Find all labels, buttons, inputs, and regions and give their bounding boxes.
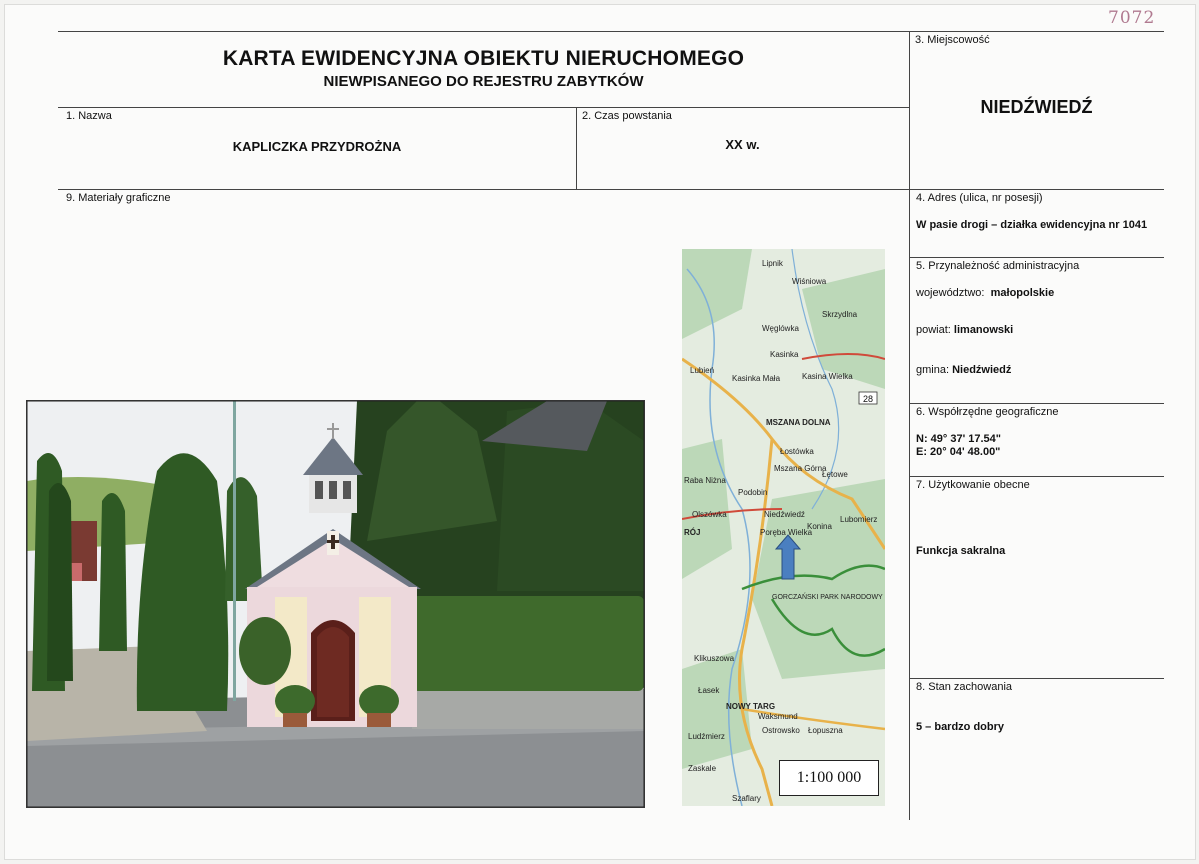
voivodeship-row: [916, 287, 1054, 299]
top-rule: [58, 31, 1164, 32]
latitude-value: N: 49° 37' 17.54": [916, 433, 1002, 445]
locality-label: 3. Miejscowość: [915, 34, 990, 46]
map-place-label: Łopuszna: [808, 726, 843, 735]
longitude-value: E: 20° 04' 48.00": [916, 446, 1001, 458]
location-map: [682, 249, 885, 806]
admin-rule: [909, 403, 1164, 404]
map-place-label: Zaskale: [688, 764, 717, 773]
map-place-label: Skrzydlna: [822, 310, 858, 319]
date-label: 2. Czas powstania: [582, 110, 672, 122]
address-rule: [909, 257, 1164, 258]
commune-value: Niedźwiedź: [952, 364, 1012, 376]
use-label: 7. Użytkowanie obecne: [916, 479, 1030, 491]
coords-rule: [909, 476, 1164, 477]
county-label: powiat:: [916, 324, 951, 336]
map-place-label: GORCZAŃSKI PARK NARODOWY: [772, 594, 883, 601]
map-place-label: Kasina Wielka: [802, 372, 853, 381]
map-place-label: Wiśniowa: [792, 277, 827, 286]
map-place-label: Olszówka: [692, 510, 727, 519]
map-place-label: Szaflary: [732, 794, 761, 803]
map-place-label: Łętowe: [822, 470, 848, 479]
map-place-label: Poręba Wielka: [760, 528, 813, 537]
commune-label: gmina:: [916, 364, 950, 376]
map-place-label: Łasek: [698, 686, 720, 695]
voivodeship-value: małopolskie: [990, 287, 1055, 299]
name-value: KAPLICZKA PRZYDROŻNA: [232, 139, 402, 154]
address-value: W pasie drogi – działka ewidencyjna nr 1041: [916, 219, 1148, 231]
use-value: Funkcja sakralna: [916, 545, 1006, 557]
map-place-label: Ludźmierz: [688, 732, 725, 741]
map-place-label: Kasinka Mała: [732, 374, 781, 383]
map-place-label: Raba Niżna: [684, 476, 726, 485]
map-place-label: Podobin: [738, 488, 768, 497]
map-place-label: Waksmund: [758, 712, 798, 721]
coords-label: 6. Współrzędne geograficzne: [916, 406, 1059, 418]
right-column-divider: [909, 31, 910, 820]
map-place-label: Ostrowsko: [762, 726, 800, 735]
condition-label: 8. Stan zachowania: [916, 681, 1013, 693]
map-place-label: Konina: [807, 522, 832, 531]
road-number-label: 28: [862, 394, 874, 404]
map-scale-box: 1:100 000: [779, 760, 879, 796]
map-place-label: Lubień: [690, 366, 715, 375]
chapel-photo: [26, 400, 645, 808]
map-place-label: Łostówka: [780, 447, 814, 456]
graphics-label: 9. Materiały graficzne: [66, 192, 171, 204]
form-title: KARTA EWIDENCYJNA OBIEKTU NIERUCHOMEGO: [222, 47, 745, 70]
name-row-rule: [58, 189, 1164, 190]
map-place-label: Mszana Górna: [774, 464, 827, 473]
county-value: limanowski: [953, 324, 1014, 336]
map-place-label: Kasinka: [770, 350, 799, 359]
voivodeship-label: województwo:: [916, 287, 985, 299]
header-rule: [58, 107, 909, 108]
address-label: 4. Adres (ulica, nr posesji): [916, 192, 1043, 204]
use-rule: [909, 678, 1164, 679]
locality-value: NIEDŹWIEDŹ: [980, 97, 1093, 117]
date-value: XX w.: [725, 137, 760, 152]
admin-label: 5. Przynależność administracyjna: [916, 260, 1080, 272]
handwritten-number: 7072: [1108, 8, 1156, 28]
map-place-label: RÓJ: [684, 528, 701, 537]
map-place-label: Węglówka: [762, 324, 799, 333]
map-place-label: Lubomierz: [840, 515, 878, 524]
form-subtitle: NIEWPISANEGO DO REJESTRU ZABYTKÓW: [323, 73, 644, 90]
map-place-label: Niedźwiedź: [764, 510, 805, 519]
condition-value: 5 – bardzo dobry: [916, 721, 1005, 733]
map-place-label: Lipnik: [762, 259, 783, 268]
map-place-label: Klikuszowa: [694, 654, 735, 663]
county-row: [916, 324, 1013, 336]
name-label: 1. Nazwa: [66, 110, 112, 122]
commune-row: [916, 364, 1011, 376]
map-place-label: MSZANA DOLNA: [766, 418, 831, 427]
map-place-label: NOWY TARG: [726, 702, 776, 711]
